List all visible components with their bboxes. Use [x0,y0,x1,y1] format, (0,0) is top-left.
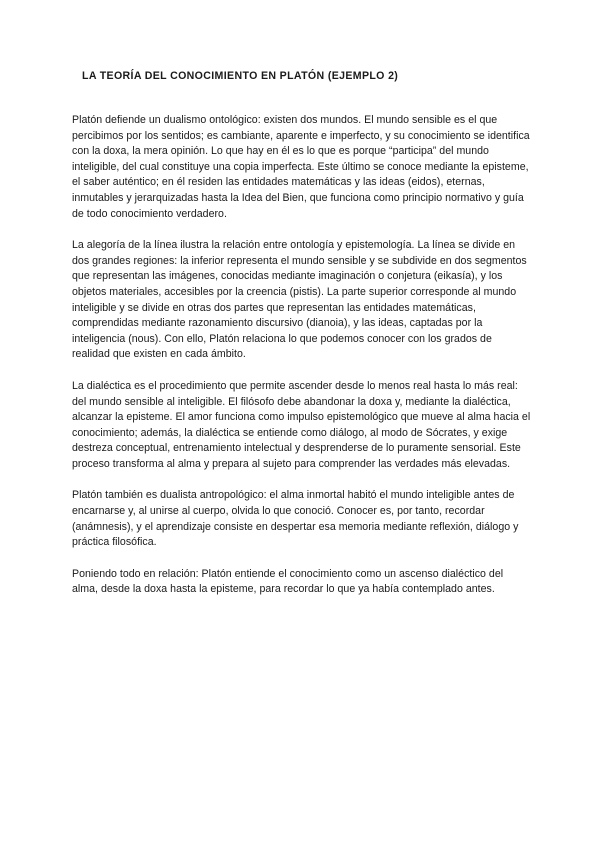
paragraph-dialectica: La dialéctica es el procedimiento que permite ascender desde lo menos real hasta lo más real: del mundo sensible al inteligible. El filósofo debe abandonar la doxa y, mediante la dialéctica, alcanzar la episteme. El amor funciona como impulso epistemológico que mueve al alma hacia el conocimiento; además, la dialéctica se entiende como diálogo, al modo de Sócrates, y exige destreza conceptual, entrenamiento intelectual y desprenderse de lo puramente sensorial. Este proceso transforma al alma y prepara al sujeto para comprender las verdades más elevadas. [72,379,531,470]
paragraph-alegoria-linea: La alegoría de la línea ilustra la relación entre ontología y epistemología. La línea se divide en dos grandes regiones: la inferior representa el mundo sensible y se subdivide en dos segmentos que representan las imágenes, conocidas mediante imaginación o conjetura (eikasía), y los objetos materiales, accesibles por la creencia (pistis). La parte superior corresponde al mundo inteligible y se divide en otras dos partes que representan las entidades matemáticas, comprendidas mediante razonamiento discursivo (dianoia), y las ideas, captadas por la inteligencia (nous). Con ello, Platón relaciona lo que podemos conocer con los grados de realidad que existen en cada ámbito. [72,239,527,361]
paragraph-dualismo-ontologico: Platón defiende un dualismo ontológico: existen dos mundos. El mundo sensible es el que percibimos por los sentidos; es cambiante, aparente e imperfecto, y su conocimiento se identifica con la doxa, la mera opinión. Lo que hay en él es lo que es porque “participa” del mundo inteligible, del cual constituye una copia imperfecta. Este último se conoce mediante la episteme, el saber auténtico; en él residen las entidades matemáticas y las ideas (eidos), eternas, inmutables y jerarquizadas hasta la Idea del Bien, que funciona como principio normativo y guía de todo conocimiento verdadero. [72,114,530,220]
document-title: LA TEORÍA DEL CONOCIMIENTO EN PLATÓN (EJEMPLO 2) [82,70,399,82]
document-body [72,113,532,614]
paragraph-dualismo-antropologico: Platón también es dualista antropológico: el alma inmortal habitó el mundo inteligible antes de encarnarse y, al unirse al cuerpo, olvida lo que conoció. Conocer es, por tanto, recordar (anámnesis), y el aprendizaje consiste en despertar esa memoria mediante reflexión, diálogo y práctica filosófica. [72,489,519,549]
paragraph-conclusion: Poniendo todo en relación: Platón entiende el conocimiento como un ascenso dialéctico del alma, desde la doxa hasta la episteme, para recordar lo que ya había contemplado antes. [72,567,504,596]
